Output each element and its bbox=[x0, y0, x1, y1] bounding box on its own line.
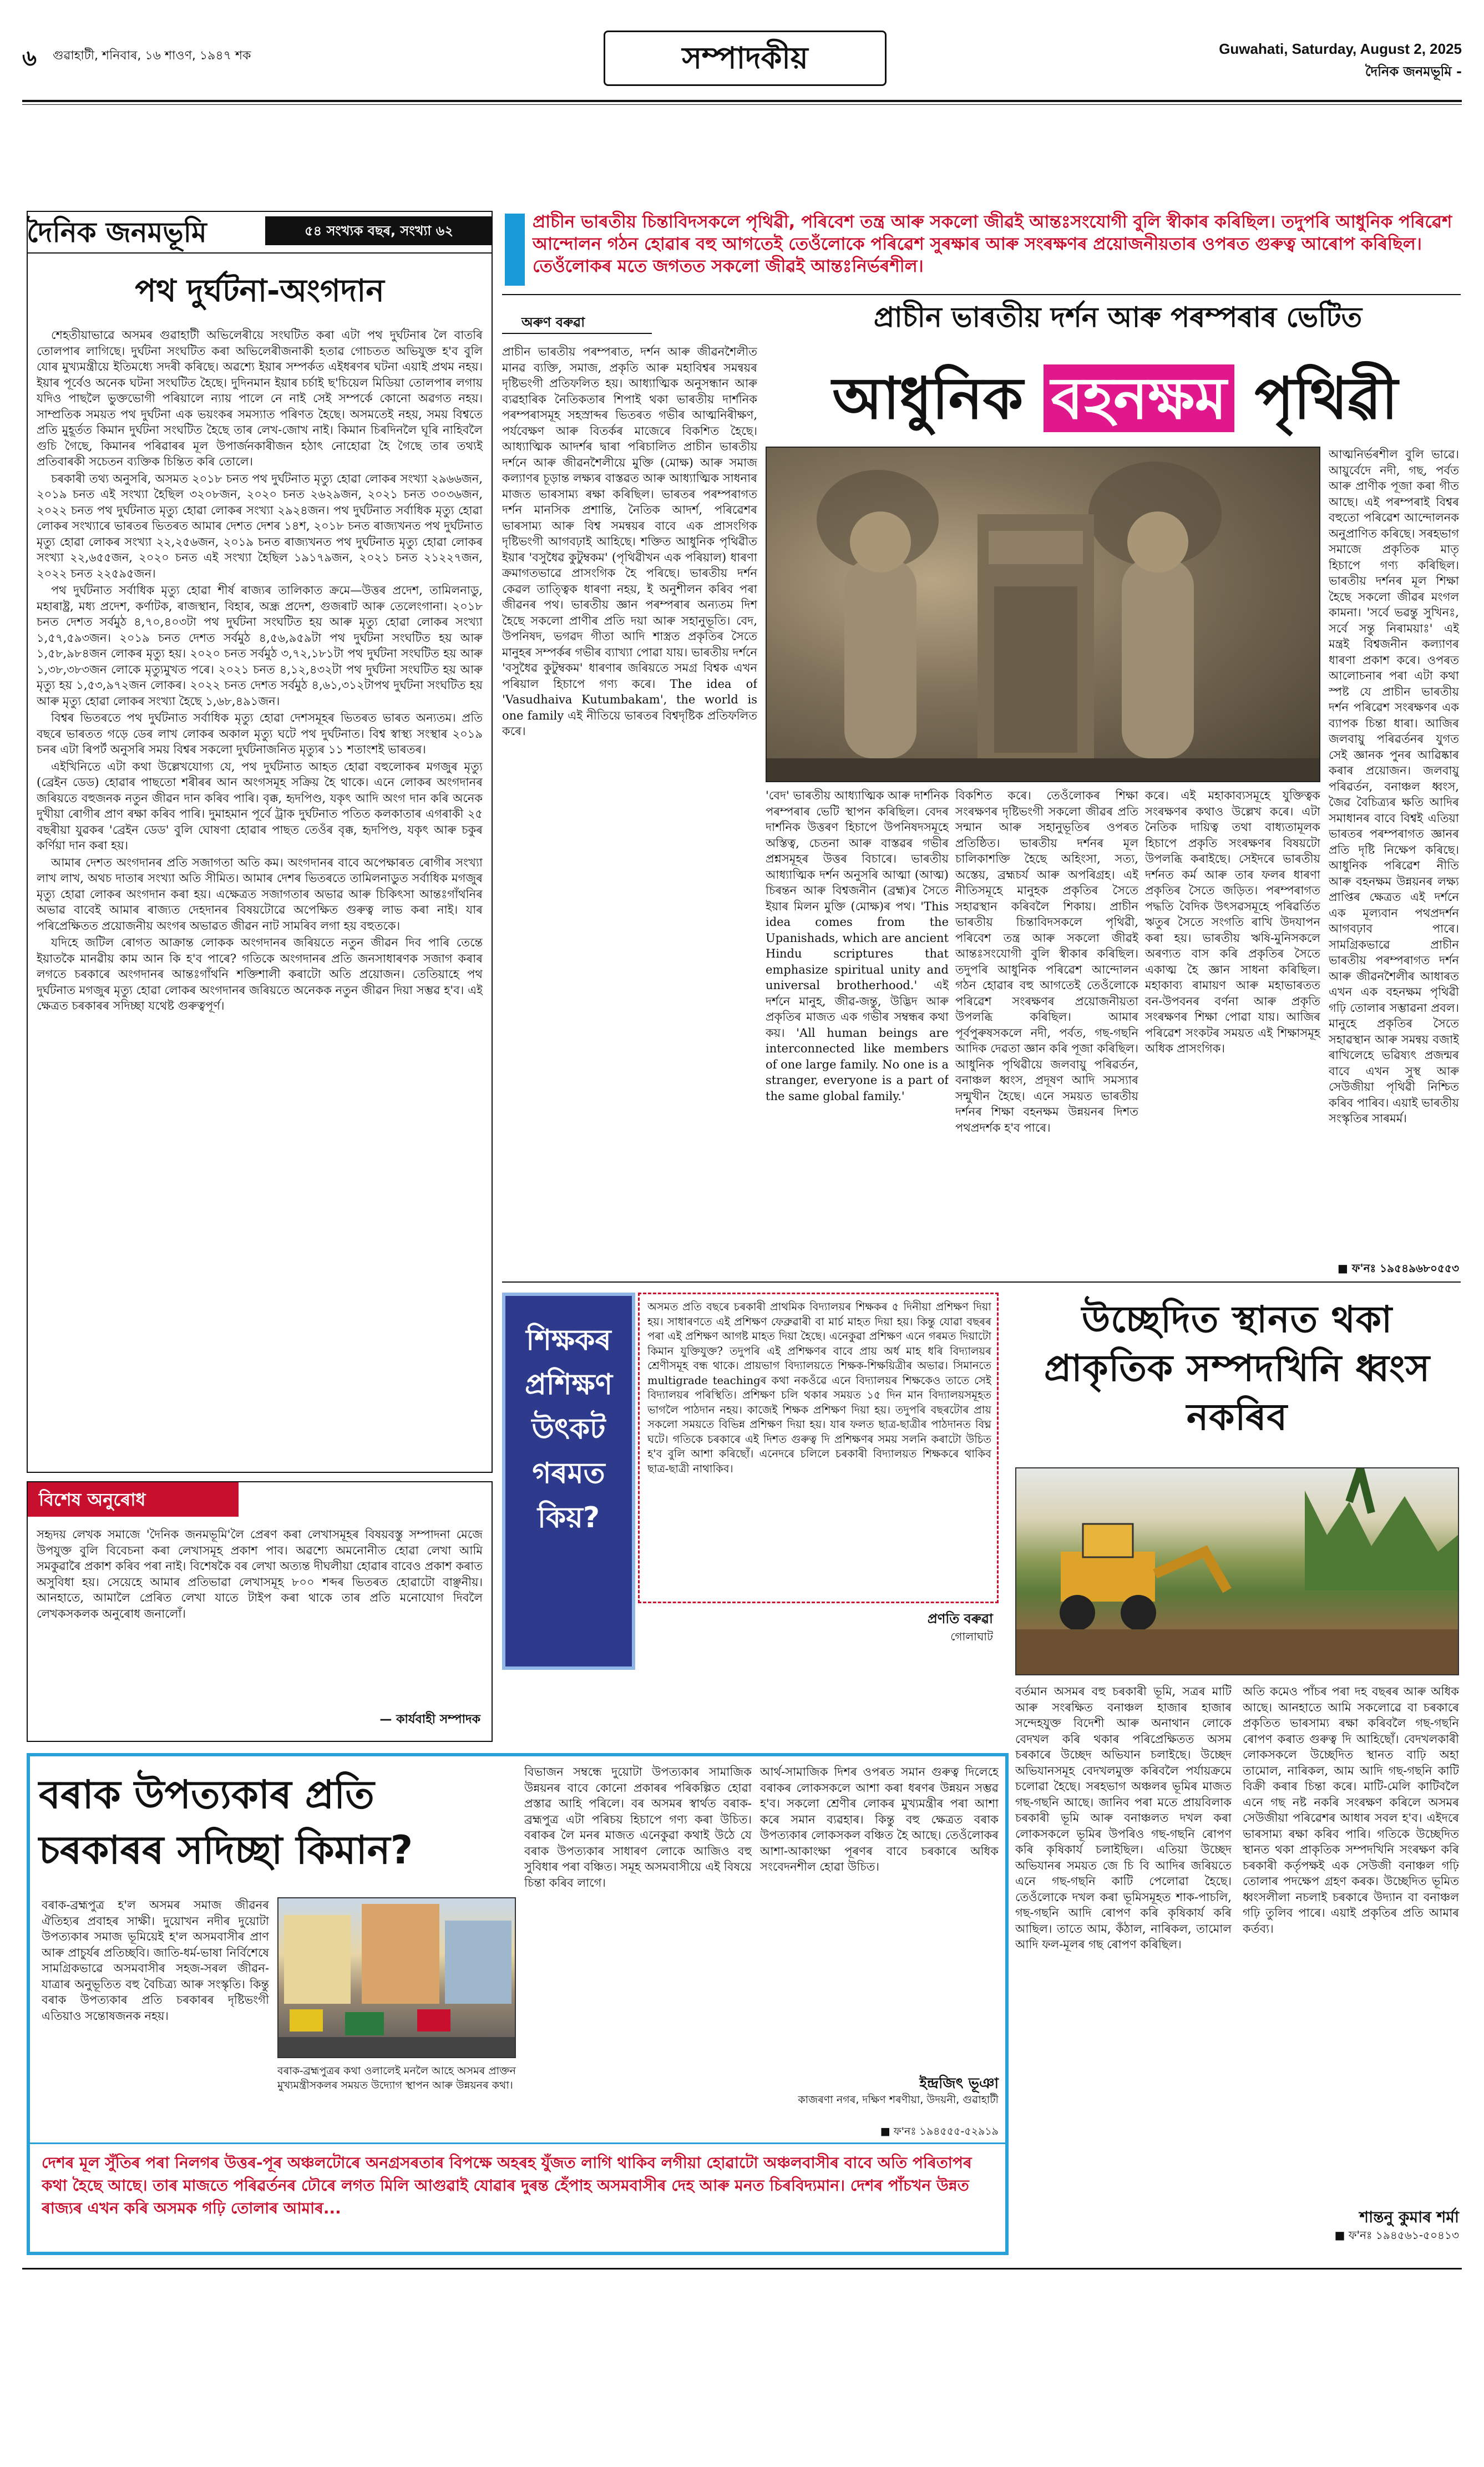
editorial-paragraph: চৰকাৰী তথ্য অনুসৰি, অসমত ২০১৮ চনত পথ দুৰ্ঘটনাত মৃত্যু হোৱা লোকৰ সংখ্যা ২৯৬৬জন, ২০১৯ চনত এই সংখ্যা হৈছিল ৩২০৮জন, ২০২০ চনত ২৬২৯জন, ২০২১ চনত ৩০৩৬জন, ২০২২ চনত পথ দুৰ্ঘটনাত মৃত্যু হোৱা লোকৰ সংখ্যা ২৯২৪জন। পথ দুৰ্ঘটনাত সৰ্বাধিক মৃত্যু হোৱা লোকৰ সংখ্যাৰে ভাৰতৰ ভিতৰত আমাৰ দেশত দেশৰ ১৪শ, ২০১৮ চনত ৰাজ্যখনত পথ দুৰ্ঘটনাত মৃত্যু হোৱা লোকৰ সংখ্যা ২২,২৫৬জন, ২০১৯ চনত ৰাজ্যখনত পথ দুৰ্ঘটনাত মৃত্যু হোৱা লোকৰ সংখ্যা ২২,৬৫৫জন, ২০২০ চনত এই সংখ্যা হৈছিল ১৯১৭৯জন, ২০২১ চনত ২১২২৭জন, ২০২২ চনত ২২৫৯৫জন। bbox=[37, 472, 483, 580]
barak-column-1: বৰাক-ব্ৰহ্মপুত্ৰ হ'ল অসমৰ সমাজ জীৱনৰ ঐতিহ্যৰ প্ৰবাহৰ সাক্ষী। দুয়োখন নদীৰ দুয়োটা উপত্যকাৰ সমাজ ভূমিয়েই হ'ল অসমবাসীৰ প্ৰাণ আৰু প্ৰাচুৰ্যৰ প্ৰতিচ্ছবি। জাতি-ধৰ্ম-ভাষা নিৰ্বিশেষে সামগ্ৰিকভাৱে অসমবাসীৰ সহজ-সৰল জীৱন-যাত্ৰাৰ অনুভূতিত বহু বৈচিত্ৰ্য আৰু সংস্কৃতি। কিন্তু বৰাক উপত্যকাৰ প্ৰতি চৰকাৰৰ দৃষ্টিভংগী এতিয়াও সন্তোষজনক নহয়। bbox=[42, 1898, 269, 2023]
header-paper-name: দৈনিক জনমভূমি - bbox=[1365, 64, 1462, 79]
section-title: সম্পাদকীয় bbox=[682, 40, 808, 75]
lead-kicker: প্ৰাচীন ভাৰতীয় দৰ্শন আৰু পৰম্পৰাৰ ভেটিত bbox=[873, 301, 1363, 333]
barak-author: ইন্দ্ৰজিৎ ভূঞা bbox=[919, 2075, 999, 2092]
nature-phone: ■ ফ'নঃ ১৯৪৫৬১-৫০৪১৩ bbox=[1334, 2228, 1459, 2242]
street-illustration bbox=[278, 1898, 515, 2057]
header-date-left: গুৱাহাটী, শনিবাৰ, ১৬ শাওণ, ১৯৪৭ শক bbox=[53, 49, 251, 63]
lead-column-5: আত্মনিৰ্ভৰশীল বুলি ভাৱে। আয়ুৰ্বেদে নদী, গছ, পৰ্বত আৰু প্ৰাণীক পূজা কৰা গীত আছে। এই পৰম্পৰাই বিশ্বৰ বহুতো পৰিৱেশ আন্দোলনক অনুপ্ৰাণিত কৰিছে। সৰহভাগ সমাজে প্ৰকৃতিক মাতৃ হিচাপে গণ্য কৰিছিল। ভাৰতীয় দৰ্শনৰ মূল শিক্ষা হৈছে সকলো জীৱৰ মংগল কামনা। 'সৰ্বে ভৱন্তু সুখিনঃ, সৰ্বে সন্তু নিৰাময়াঃ' এই মন্ত্ৰই বিশ্বজনীন কল্যাণৰ ধাৰণা প্ৰকাশ কৰে। ওপৰত আলোচনাৰ পৰা এটা কথা স্পষ্ট যে প্ৰাচীন ভাৰতীয় দৰ্শন পৰিৱেশ সংৰক্ষণৰ এক ব্যাপক চিন্তা ধাৰা। আজিৰ জলবায়ু পৰিৱৰ্তনৰ যুগত সেই জ্ঞানক পুনৰ আৱিষ্কাৰ কৰাৰ প্ৰয়োজন। জলবায়ু পৰিৱৰ্তন, বনাঞ্চল ধ্বংস, জৈৱ বৈচিত্ৰ্যৰ ক্ষতি আদিৰ সমাধানৰ বাবে বিশ্বই এতিয়া ভাৰতৰ পৰম্পৰাগত জ্ঞানৰ প্ৰতি দৃষ্টি নিক্ষেপ কৰিছে। আধুনিক পৰিৱেশ নীতি আৰু বহনক্ষম উন্নয়নৰ লক্ষ্য প্ৰাপ্তিৰ ক্ষেত্ৰত এই দৰ্শনে এক মূল্যবান পথপ্ৰদৰ্শন আগবঢ়াব পাৰে। সামগ্ৰিকভাৱে প্ৰাচীন ভাৰতীয় পৰম্পৰাগত দৰ্শন আৰু জীৱনশৈলীৰ আধাৰত এখন এক বহনক্ষম পৃথিৱী গঢ়ি তোলাৰ সম্ভাৱনা প্ৰবল। মানুহে প্ৰকৃতিৰ সৈতে সহাৱস্থান আৰু সমন্বয় বজাই ৰাখিলেহে ভৱিষ্যৎ প্ৰজন্মৰ বাবে এখন সুস্থ আৰু সেউজীয়া পৃথিৱী নিশ্চিত কৰিব পাৰিব। এয়াই ভাৰতীয় সংস্কৃতিৰ সাৰমৰ্ম। bbox=[1329, 448, 1459, 1125]
lead-author-rule bbox=[502, 333, 652, 334]
editorial-title: পথ দুৰ্ঘটনা-অংগদান bbox=[135, 273, 384, 309]
editorial-paragraph: শেহতীয়াভাৱে অসমৰ গুৱাহাটী অভিলেৰীয়ে সংঘটিত কৰা এটা পথ দুৰ্ঘটনাৰ লৈ বাতৰি তোলপাৰ লাগিছে। দুৰ্ঘটনা সংঘটিত কৰা অভিলেৰীজনাকী হতাৱ গোচতত অভিযুক্ত হ'ব বুলি যোৰ মুখ্যমন্ত্ৰীয়ে ইতিমধ্যে সদৰী কৰিছে। অৱশ্যে ইয়াৰ সম্পৰ্কত এইধৰণৰ ঘটনা এয়াই প্ৰথম নহয়। ইয়াৰ পূৰ্বেও অনেক ঘটনা সংঘটিত হৈছে। দুদিনমান ইয়াৰ চৰ্চাই ছ'চিয়েল মিডিয়া তোলপাৰ লগায় যদিও পাছলৈ ভুক্তভোগী পৰিয়ালে ন্যায় পালে নে নাই সেই সম্পৰ্কে কোনো অৱগত নহয়। সাম্প্ৰতিক সময়ত পথ দুৰ্ঘটনা এক ভয়ংকৰ সমস্যাত পৰিণত হৈছে। অসমতেই নহয়, সময় বিশ্বতে প্ৰতি মুহূৰ্তত কিমান দুৰ্ঘটনা সংঘটিত হৈছে তাৰ লেখ-জোখ নাই। কিমান চিৰদিনলৈ ঘূৰি নাহিবলৈ গুচি গৈছে, কিমানৰ পৰিৱাৰৰ মূল উপাৰ্জনকাৰীজন হঠাৎ নোহোৱা হৈ গৈছে তাৰ তথ্যই প্ৰতিবাৰকী সচেতন ব্যক্তিক চিন্তিত কৰি তোলে। bbox=[37, 328, 483, 468]
masthead-logo: দৈনিক জনমভূমি bbox=[27, 216, 207, 249]
nature-column-1: বৰ্তমান অসমৰ বহু চৰকাৰী ভূমি, সত্ৰৰ মাটি আৰু সংৰক্ষিত বনাঞ্চল হাজাৰ হাজাৰ সন্দেহযুক্ত বিদেশী আৰু অনাথান লোকে বেদখল কৰি থকাৰ পৰিপ্ৰেক্ষিতত অসম চৰকাৰে উচ্ছেদ অভিযান চলাইছে। উচ্ছেদ অভিযানসমূহ বেদখলমুক্ত কৰিবলৈ পৰ্যায়ক্ৰমে চলোৱা হৈছে। সৰহভাগ অঞ্চলৰ ভূমিৰ মাজত গছ-গছনি আছে। জানিব পৰা মতে প্ৰায়বিলাক চৰকাৰী ভূমি আৰু বনাঞ্চলত দখল কৰা লোকসকলে ভূমিৰ উপৰিও গছ-গছনি ৰোপণ কৰি কৃষিকাৰ্য চলাইছিল। এতিয়া উচ্ছেদ অভিযানৰ সময়ত জে চি বি আদিৰ জৰিয়তে এনে গছ-গছনি কাটি পেলোৱা হৈছে। তেওঁলোকে দখল কৰা ভূমিসমূহত শাক-পাচলি, গছ-গছনি আদি ৰোপণ কৰি কৃষিকাৰ্য কৰি আছিল। তাতে আম, কঁঠাল, নাৰিকল, তামোল আদি ফল-মূলৰ গছ ৰোপণ কৰিছিল। bbox=[1015, 1685, 1232, 1951]
barak-title: বৰাক উপত্যকাৰ প্ৰতি চৰকাৰৰ সদিচ্ছা কিমান? bbox=[39, 1772, 413, 1873]
eviction-site-photo bbox=[1015, 1467, 1459, 1675]
header-rule-thin bbox=[22, 104, 1462, 105]
notice-text: সহৃদয় লেখক সমাজে 'দৈনিক জনমভূমি'লৈ প্ৰেৰণ কৰা লেখাসমূহৰ বিষয়বস্তু সম্পাদনা মেজে উপযুক্ত বুলি বিবেচনা কৰা লেখাসমূহ প্ৰকাশ পাব। অৱশ্যে অমনোনীত হোৱা লেখা আমি সমকুৱাৰৈ প্ৰকাশ কৰিব পৰা নাই। বিশেষকৈ বৰ লেখা অত্যন্ত দীঘলীয়া হোৱাৰ বাবেও প্ৰকাশ কৰাত অসুবিধা হয়। সেয়েহে আমাৰ প্ৰতিভাৱা লেখাসমূহ ৮০০ শব্দৰ ভিতৰত হোৱাটো বাঞ্ছনীয়। আনহাতে, আমালৈ প্ৰেৰিত লেখা যাতে টাইপ কৰা থাকে তাৰ প্ৰতি মনোযোগ দিবলৈ লেখকসকলক অনুৰোধ জনালোঁ। bbox=[37, 1528, 483, 1620]
editorial-paragraph: বিশ্বৰ ভিতৰতে পথ দুৰ্ঘটনাত সৰ্বাধিক মৃত্যু হোৱা দেশসমূহৰ ভিতৰত ভাৰত অন্যতম। প্ৰতি বছৰে ভাৰতত গড়ে ডেৰ লাখ লোকৰ অকাল মৃত্যু ঘটে পথ দুৰ্ঘটনাত। বিশ্ব স্বাস্থ্য সংস্থাৰ ২০১৯ চনৰ এটা ৰিপৰ্ট অনুসৰি সময় বিশ্বৰ সকলো দুৰ্ঘটনাজনিত মৃত্যুৰ ১১ শতাংশই ভাৰতৰ। bbox=[37, 711, 483, 756]
lead-headline-highlight: বহনক্ষম bbox=[1044, 364, 1235, 432]
lead-intro: প্ৰাচীন ভাৰতীয় চিন্তাবিদসকলে পৃথিৱী, পৰিবেশ তন্ত্ৰ আৰু সকলো জীৱই আন্তঃসংযোগী বুলি স্বীকাৰ কৰিছিল। তদুপৰি আধুনিক পৰিৱেশ আন্দোলন গঠন হোৱাৰ বহু আগতেই তেওঁলোকে পৰিৱেশ সুৰক্ষাৰ আৰু সংৰক্ষণৰ প্ৰয়োজনীয়তাৰ ওপৰত গুৰুত্ব আৰোপ কৰিছিল। তেওঁলোকৰ মতে জগতত সকলো জীৱই আন্তঃনিৰ্ভৰশীল। bbox=[533, 212, 1452, 276]
masthead-issue: ৫৪ সংখ্যক বছৰ, সংখ্যা ৬২ bbox=[265, 216, 493, 245]
lead-phone: ■ ফ'নঃ ১৯৫৪৯৬৮০৫৫৩ bbox=[1338, 1262, 1459, 1275]
barak-caption: বৰাক-ব্ৰহ্মপুত্ৰৰ কথা ওলালেই মনলৈ আহে অসমৰ প্ৰাক্তন মুখ্যমন্ত্ৰীসকলৰ সময়ত উদ্যোগ স্থাপন আৰু উন্নয়নৰ কথা। bbox=[277, 2065, 516, 2091]
editorial-body bbox=[37, 327, 483, 1465]
nature-title: উচ্ছেদিত স্থানত থকা প্ৰাকৃতিক সম্পদখিনি ধ্বংস নকৰিব bbox=[1044, 1298, 1431, 1438]
barak-column-2: বিভাজন সম্বন্ধে দুয়োটা উপত্যকাৰ সামাজিক উন্নয়নৰ বাবে কোনো প্ৰকাৰৰ পৰিকল্পিত হোৱা প্ৰস্তাৱ আহি পৰিলে। বৰ অসমৰ স্বাৰ্থত বৰাক-ব্ৰহ্মপুত্ৰ এটা পৰিচয় হিচাপে গণ্য কৰা উচিত। বৰাকৰ লৈ মনৰ মাজত এনেকুৱা কথাই উঠে যে বৰাক উপত্যকাৰ সাধাৰণ লোকে আজিও বহু সুবিধাৰ পৰা বঞ্চিত। সমূহ অসমবাসীয়ে এই বিষয়ে চিন্তা কৰিব লাগে। bbox=[524, 1765, 752, 1889]
lead-bottom-rule bbox=[502, 1281, 1461, 1283]
page-header bbox=[22, 31, 1462, 97]
masthead-rule bbox=[27, 252, 493, 254]
editorial-paragraph: এইখিনিতে এটা কথা উল্লেখযোগ্য যে, পথ দুৰ্ঘটনাত আহত হোৱা বহুলোকৰ মগজুৰ মৃত্যু (ব্ৰেইন ডেড) হোৱাৰ পাছতো শৰীৰৰ আন অংগসমূহ সক্ৰিয় হৈ থাকে। এনে লোকৰ অংগদানৰ জৰিয়তে বহুজনক নতুন জীৱন দান কৰিব পাৰি। বৃক্ক, হৃদপিণ্ড, যকৃৎ আদি অংগ দান কৰি অনেক দুখীয়া ৰোগীৰ প্ৰাণ ৰক্ষা কৰিব পাৰি। দুমাহমান পূৰ্বে ট্ৰাক দুৰ্ঘটনাত পতিত কলকাতাৰ এগৰাকী ২৫ বছৰীয়া যুৱকৰ 'ব্ৰেইন ডেড' বুলি ঘোষণা হোৱাৰ পাছত তেওঁৰ বৃক্ক, হৃদপিণ্ড, যকৃৎ আৰু চকুৰ কৰ্ণিয়া দান কৰা হয়। bbox=[37, 759, 483, 852]
teacher-place: গোলাঘাট bbox=[950, 1630, 993, 1643]
teacher-article-box bbox=[638, 1293, 999, 1603]
nature-author: শান্তনু কুমাৰ শৰ্মা bbox=[1359, 2208, 1459, 2226]
lead-caption: 'বেদ' ভাৰতীয় আধ্যাত্মিক আৰু দাৰ্শনিক পৰম্পৰাৰ ভেটি স্থাপন কৰিছিল। বেদৰ দাৰ্শনিক উত্তৰণ হিচাপে উপনিষদসমূহে অস্তিত্ব, চেতনা আৰু বাস্তৱৰ গভীৰ প্ৰশ্নসমূহৰ উত্তৰ বিচাৰে। ভাৰতীয় আধ্যাত্মিক দৰ্শন অনুসৰি আত্মা (আত্ম) চিৰন্তন আৰু বিশ্বজনীন (ব্ৰহ্ম)ৰ সৈতে ইয়াৰ মিলন মুক্তি (মোক্ষ)ৰ পথ। 'This idea comes from the Upanishads, which are ancient Hindu scriptures that emphasize spiritual unity and universal brotherhood.' এই দৰ্শনে মানুহ, জীৱ-জন্তু, উদ্ভিদ আৰু প্ৰকৃতিৰ মাজত এক গভীৰ সম্বন্ধৰ কথা কয়। 'All human beings are interconnected like members of one large family. No one is a stranger, everyone is a part of the same global family.' bbox=[766, 789, 949, 1103]
lead-intro-rule bbox=[502, 294, 1461, 295]
editorial-paragraph: পথ দুৰ্ঘটনাত সৰ্বাধিক মৃত্যু হোৱা শীৰ্ষ ৰাজ্যৰ তালিকাত ক্ৰমে—উত্তৰ প্ৰদেশ, তামিলনাডু, মহাৰাষ্ট্ৰ, মধ্য প্ৰদেশ, কৰ্ণাটক, ৰাজস্থান, বিহাৰ, অন্ধ্ৰ প্ৰদেশ, গুজৰাট আৰু তেলেংগানা। ২০১৮ চনত দেশত সৰ্বমুঠ ৪,৭০,৪০৩টা পথ দুৰ্ঘটনা সংঘটিত হয় আৰু মৃত্যু হোৱা লোকৰ সংখ্যা ১,৫৭,৫৯৩জন। ২০১৯ চনত দেশত সৰ্বমুঠ ৪,৫৬,৯৫৯টা পথ দুৰ্ঘটনা সংঘটিত হয় আৰু ১,৫৮,৯৮৪জন লোকৰ মৃত্যু হয়। ২০২০ চনত সৰ্বমুঠ ৩,৭২,১৮১টা পথ দুৰ্ঘটনা সংঘটিত হয় আৰু ১,৩৮,৩৮৩জন লোকে মৃত্যুমুখত পৰে। ২০২১ চনত ৪,১২,৪৩২টা পথ দুৰ্ঘটনা সংঘটিত হয় আৰু মৃত্যু হয় ১,৫৩,৯৭২জন লোকৰ। ২০২২ চনত দেশত সৰ্বমুঠ ৪,৬১,৩১২টাপথ দুৰ্ঘটনা সংঘটিত হয় আৰু মৃত্যু হোৱা লোকৰ সংখ্যা হৈছে ১,৬৮,৪৯১জন। bbox=[37, 584, 483, 708]
sculpture-illustration bbox=[767, 448, 1319, 781]
barak-address: কাজৰণা নগৰ, দক্ষিণ শৰণীয়া, উদয়নী, গুৱাহাটী bbox=[798, 2094, 999, 2106]
editorial-paragraph: আমাৰ দেশত অংগদানৰ প্ৰতি সজাগতা অতি কম। অংগদানৰ বাবে অপেক্ষাৰত ৰোগীৰ সংখ্যা লাখ লাখ, অথচ দাতাৰ সংখ্যা অতি সীমিত। আমাৰ দেশৰ ভিতৰতে তামিলনাডুত সৰ্বাধিক মগজুৰ মৃত্যু হোৱা লোকৰ অংগদান কৰা হয়। এক্ষেত্ৰত সজাগতাৰ অভাৱ আৰু চিকিৎসা আন্তঃগাঁথনিৰ অভাৱ বাবেই আমাৰ ৰাজ্যত দেহদানৰ বিষয়টোৱে অপেক্ষিত গুৰুত্ব লাভ কৰা নাই। যাৰ পৰিপ্ৰেক্ষিতত প্ৰয়োজনীয় অংগৰ অভাৱত জীৱন নাট সামৰিব লগা হয় বহুতকে। bbox=[37, 855, 483, 933]
header-date-right: Guwahati, Saturday, August 2, 2025 bbox=[1219, 40, 1462, 57]
teacher-text: অসমত প্ৰতি বছৰে চৰকাৰী প্ৰাথমিক বিদ্যালয়ৰ শিক্ষকৰ ৫ দিনীয়া প্ৰশিক্ষণ দিয়া হয়। সাধাৰণতে এই প্ৰশিক্ষণ ফেব্ৰুৱাৰী বা মাৰ্চ মাহত দিয়া হয়। কিন্তু যোৱা বছৰৰ পৰা এই প্ৰশিক্ষণ আগষ্ট মাহত দিয়া হৈছে। এনেকুৱা প্ৰশিক্ষণ এনে গৰমত দিয়াটো কিমান যুক্তিযুক্ত? তদুপৰি এই প্ৰশিক্ষণৰ বাবে প্ৰায় অৰ্ধ মাহ ধৰি বিদ্যালয়ৰ শ্ৰেণীসমূহ বন্ধ থাকে। প্ৰায়ভাগ বিদ্যালয়তে শিক্ষক-শিক্ষয়িত্ৰীৰ অভাৱ। সিমানতে multigrade teachingৰ কথা নকওঁৱে এনে বিদ্যালয়ৰ শিক্ষকেও তাতে সেই বিদ্যালয়ৰ পৰিস্থিতি। প্ৰশিক্ষণ চলি থকাৰ সময়ত ১৫ দিন মান বিদ্যালয়সমূহত ভাগলৈ পাঠদান নহয়। কাজেই শিক্ষক প্ৰশিক্ষণ দিয়া হয়। তদুপৰি বছৰটোৰ প্ৰায় সকলো সময়তে বিভিন্ন প্ৰশিক্ষণ দিয়া হয়। যাৰ ফলত ছাত্ৰ-ছাত্ৰীৰ পাঠদানত বিঘ্ন ঘটে। গতিকে চৰকাৰে এই দিশত গুৰুত্ব দি প্ৰশিক্ষণৰ সময় সলনি কৰাটো উচিত হ'ব বুলি আশা কৰিছোঁ। এনেদৰে চলিলে চৰকাৰী বিদ্যালয়ত শিক্ষকৰে থাকিব ছাত্ৰ-ছাত্ৰী নাথাকিব। bbox=[647, 1300, 991, 1475]
footer-rule bbox=[22, 2268, 1462, 2270]
lead-headline-part1: আধুনিক bbox=[832, 364, 1024, 432]
header-rule bbox=[22, 100, 1462, 102]
editorial-paragraph: যদিহে জটিল ৰোগত আক্ৰান্ত লোকক অংগদানৰ জৰিয়তে নতুন জীৱন দিব পাৰি তেন্তে ইয়াতকৈ মানৱীয় কাম আন কি হ'ব পাৰে? গতিকে অংগদানৰ প্ৰতি জনসাধাৰণক সজাগ কৰাৰ লগতে চৰকাৰে অংগদানৰ আন্তঃগাঁথনি শক্তিশালী কৰাটো অতি প্ৰয়োজন। তেতিয়াহে পথ দুৰ্ঘটনাত মগজুৰ মৃত্যু হোৱা লোকৰ অংগদানৰ জৰিয়তে অনেকক নতুন জীৱন দিয়া সম্ভৱ হ'ব। এই ক্ষেত্ৰত চৰকাৰৰ সদিচ্ছা যথেষ্ট গুৰুত্বপূৰ্ণ। bbox=[37, 936, 483, 1012]
teacher-author: প্ৰণতি বৰুৱা bbox=[927, 1611, 993, 1627]
barak-banner-rule bbox=[30, 2142, 1005, 2144]
lead-headline-part2: পৃথিৱী bbox=[1254, 364, 1398, 432]
lead-column-3: বিকশিত কৰে। তেওঁলোকৰ শিক্ষা সংৰক্ষণৰ দৃষ্টিভংগী সকলো জীৱৰ প্ৰতি সন্মান আৰু সহানুভূতিৰ ওপৰত প্ৰতিষ্ঠিত। ভাৰতীয় দৰ্শনৰ মূল চালিকাশক্তি হৈছে অহিংসা, সত্য, অস্তেয়, ব্ৰহ্মচৰ্য আৰু অপৰিগ্ৰহ। এই নীতিসমূহে মানুহক প্ৰকৃতিৰ সৈতে সহাৱস্থান কৰিবলৈ শিকায়। প্ৰাচীন ভাৰতীয় চিন্তাবিদসকলে পৃথিৱী, পৰিবেশ তন্ত্ৰ আৰু সকলো জীৱই আন্তঃসংযোগী বুলি স্বীকাৰ কৰিছিল। তদুপৰি আধুনিক পৰিৱেশ আন্দোলন গঠন হোৱাৰ বহু আগতেই তেওঁলোকে পৰিৱেশ সংৰক্ষণৰ প্ৰয়োজনীয়তা উপলব্ধি কৰিছিল। আমাৰ পূৰ্বপুৰুষসকলে নদী, পৰ্বত, গছ-গছনি আদিক দেৱতা জ্ঞান কৰি পূজা কৰিছিল। আধুনিক পৃথিৱীয়ে জলবায়ু পৰিৱৰ্তন, বনাঞ্চল ধ্বংস, প্ৰদূষণ আদি সমস্যাৰ সন্মুখীন হৈছে। এনে সময়ত ভাৰতীয় দৰ্শনৰ শিক্ষা বহনক্ষম উন্নয়নৰ দিশত পথপ্ৰদৰ্শক হ'ব পাৰে। bbox=[955, 789, 1138, 1134]
ancient-sculpture-photo bbox=[766, 447, 1320, 782]
barak-bottom-banner: দেশৰ মূল সুঁতিৰ পৰা নিলগৰ উত্তৰ-পূৰ অঞ্চলটোৰে অনগ্ৰসৰতাৰ বিপক্ষে অহৰহ যুঁজত লাগি থাকিব লগীয়া হোৱাটো অঞ্চলবাসীৰ বাবে অতি পৰিতাপৰ কথা হৈছে আছে। তাৰ মাজতে পৰিৱৰ্তনৰ ঢৌৰে লগত মিলি আগুৱাই যোৱাৰ দুৰন্ত হেঁপাহ অসমবাসীৰ দেহ আৰু মনত চিৰবিদ্যমান। দেশৰ পাঁচখন উন্নত ৰাজ্যৰ এখন কৰি অসমক গঢ়ি তোলাৰ আমাৰ... bbox=[42, 2154, 972, 2217]
notice-box bbox=[27, 1481, 493, 1742]
lead-column-1: প্ৰাচীন ভাৰতীয় পৰম্পৰাত, দৰ্শন আৰু জীৱনশৈলীত মানৱ ব্যক্তি, সমাজ, প্ৰকৃতি আৰু মহাবিশ্বৰ সমন্বয়ৰ দৃষ্টিভংগী প্ৰতিফলিত হয়। আধ্যাত্মিক অনুসন্ধান আৰু ব্যৱহাৰিক নৈতিকতাৰ শিপাই থকা ভাৰতীয় দাৰ্শনিক পৰম্পৰাসমূহ সহস্ৰাব্দৰ ভিতৰত গভীৰ আত্মনিৰীক্ষণ, পৰ্যবেক্ষণ আৰু বিতৰ্কৰ মাজেৰে বিকশিত হৈছে। আধ্যাত্মিক আদৰ্শৰ দ্বাৰা পৰিচালিত প্ৰাচীন ভাৰতীয় দৰ্শনে আৰু জীৱনশৈলীয়ে মুক্তি (মোক্ষ) আৰু সমাজ কল্যাণৰ চূড়ান্ত লক্ষ্যৰ বাস্তৱত আৰু আধ্যাত্মিক সাধনাৰ মাজত ভাৰসাম্য ৰক্ষা কৰিছিল। ভাৰতৰ পৰম্পৰাগত দৰ্শন মানসিক প্ৰশান্তি, নৈতিক আদৰ্শ, পৰিৱেশৰ ভাৰসাম্য আৰু বিশ্ব সমন্বয়ৰ বাবে এক প্ৰাসংগিক দৃষ্টিভংগী আগবঢ়াই আহিছে। শক্তিত আধুনিক পৃথিৱীত ইয়াৰ 'বসুধৈৱ কুটুম্বকম' (পৃথিৱীখন এক পৰিয়াল) ধাৰণা ক্ৰমাগতভাৱে প্ৰাসংগিক হৈ পৰিছে। ভাৰতীয় দৰ্শন কেৱল তাত্ত্বিক ধাৰণা নহয়, ই অনুশীলন কৰিব পৰা জীৱনৰ পথ। ভাৰতীয় জ্ঞান পৰম্পৰাৰ অন্যতম দিশ হৈছে সকলো প্ৰাণীৰ প্ৰতি দয়া আৰু সহানুভূতি। বেদ, উপনিষদ, ভগৱদ গীতা আদি শাস্ত্ৰত প্ৰকৃতিৰ সৈতে মানুহৰ সম্পৰ্কৰ গভীৰ ব্যাখ্যা পোৱা যায়। ভাৰতীয় দৰ্শনে 'বসুধৈৱ কুটুম্বকম' ধাৰণাৰ জৰিয়তে সমগ্ৰ বিশ্বক এখন পৰিয়াল হিচাপে গণ্য কৰে। The idea of 'Vasudhaiva Kutumbakam', the world is one family এই নীতিয়ে ভাৰতৰ বিশ্বদৃষ্টিক প্ৰতিফলিত কৰে। bbox=[502, 345, 757, 738]
lead-author: অৰুণ বৰুৱা bbox=[521, 315, 585, 330]
nature-column-2: অতি কমেও পাঁচৰ পৰা দহ বছৰৰ আৰু অধিক আছে। আনহাতে আমি সকলোৱে বা চৰকাৰে প্ৰকৃতিত ভাৰসাম্য ৰক্ষা কৰিবলৈ গছ-গছনি ৰোপণ কৰাত গুৰুত্ব দি আহিছোঁ। বেদখলকাৰী লোকসকলে উচ্ছেদিত স্থানত বাঢ়ি অহা তামোল, নাৰিকল, আম আদি গছ-গছনি কাটি বিক্ৰী কৰাৰ চিন্তা কৰে। মাটি-মেলি কাটিবলৈ এনে গছ নষ্ট নকৰি সংৰক্ষণ কৰিলে অসমৰ সেউজীয়া পৰিৱেশৰ আধাৰ সবল হ'ব। এইদৰে ভাৰসাম্য ৰক্ষা কৰিব পাৰি। গতিকে উচ্ছেদিত স্থানত থকা প্ৰাকৃতিক সম্পদখিনি সংৰক্ষণ কৰি চৰকাৰী কৰ্তৃপক্ষই এক সেউজী বনাঞ্চল গঢ়ি তোলাৰ পদক্ষেপ গ্ৰহণ কৰক। উচ্ছেদিত ভূমিত ধ্বংসলীলা নচলাই চৰকাৰে উদ্যান বা বনাঞ্চল গঢ়ি তুলিব পাৰে। এয়াই প্ৰকৃতিৰ প্ৰতি আমাৰ কৰ্তব্য। bbox=[1243, 1685, 1459, 1936]
section-title-box bbox=[604, 31, 887, 86]
teacher-title: শিক্ষকৰ প্ৰশিক্ষণ উৎকট গৰমত কিয়? bbox=[524, 1324, 613, 1534]
page-number: ৬ bbox=[22, 45, 37, 71]
notice-label: বিশেষ অনুৰোধ bbox=[28, 1482, 239, 1517]
teacher-title-box bbox=[502, 1293, 635, 1670]
notice-signature: — কাৰ্যবাহী সম্পাদক bbox=[379, 1713, 480, 1726]
lead-headline bbox=[771, 361, 1459, 438]
excavator-illustration bbox=[1016, 1468, 1458, 1674]
barak-street-photo bbox=[277, 1897, 516, 2058]
lead-column-4: কৰে। এই মহাকাব্যসমূহে যুক্তিত্বক সংৰক্ষণৰ কথাও উল্লেখ কৰে। এটা নৈতিক দায়িত্ব তথা বাধ্যতামূলক হিচাপে প্ৰকৃতি সংৰক্ষণৰ বিষয়টো উপলব্ধি কৰাইছে। সেইদৰে ভাৰতীয় দৰ্শনত কৰ্ম আৰু তাৰ ফলৰ ধাৰণা প্ৰকৃতিৰ সৈতে জড়িত। পৰম্পৰাগত পদ্ধতি বৈদিক উৎসৱসমূহে পৰিৱৰ্তিত ঋতুৰ সৈতে সংগতি ৰাখি উদযাপন কৰা হয়। ভাৰতীয় ঋষি-মুনিসকলে অৰণ্যত বাস কৰি প্ৰকৃতিৰ সৈতে একাত্ম হৈ জ্ঞান সাধনা কৰিছিল। মহাকাব্য ৰামায়ণ আৰু মহাভাৰতত বন-উপবনৰ বৰ্ণনা আৰু প্ৰকৃতি সংৰক্ষণৰ শিক্ষা পোৱা যায়। আজিৰ পৰিৱেশ সংকটৰ সময়ত এই শিক্ষাসমূহ অধিক প্ৰাসংগিক। bbox=[1145, 789, 1320, 1055]
lead-accent-bar bbox=[505, 214, 525, 286]
barak-column-3: আৰ্থ-সামাজিক দিশৰ ওপৰত সমান গুৰুত্ব দিলেহে বৰাকৰ লোকসকলে আশা কৰা ধৰণৰ উন্নয়ন সম্ভৱ হ'ব। সকলো শ্ৰেণীৰ লোকৰ মুখ্যমন্ত্ৰীৰ পৰা আশা কৰে সমান ব্যৱহাৰ। কিন্তু বহু ক্ষেত্ৰত বৰাক উপত্যকাৰ লোকসকল বঞ্চিত হৈ আছে। তেওঁলোকৰ আশা-আকাংক্ষা পূৰণৰ বাবে চৰকাৰে অধিক সংবেদনশীল হোৱা উচিত। bbox=[760, 1765, 999, 1873]
barak-phone: ■ ফ'নঃ ১৯৪৫৫৫-৫২৯১৯ bbox=[880, 2125, 999, 2137]
